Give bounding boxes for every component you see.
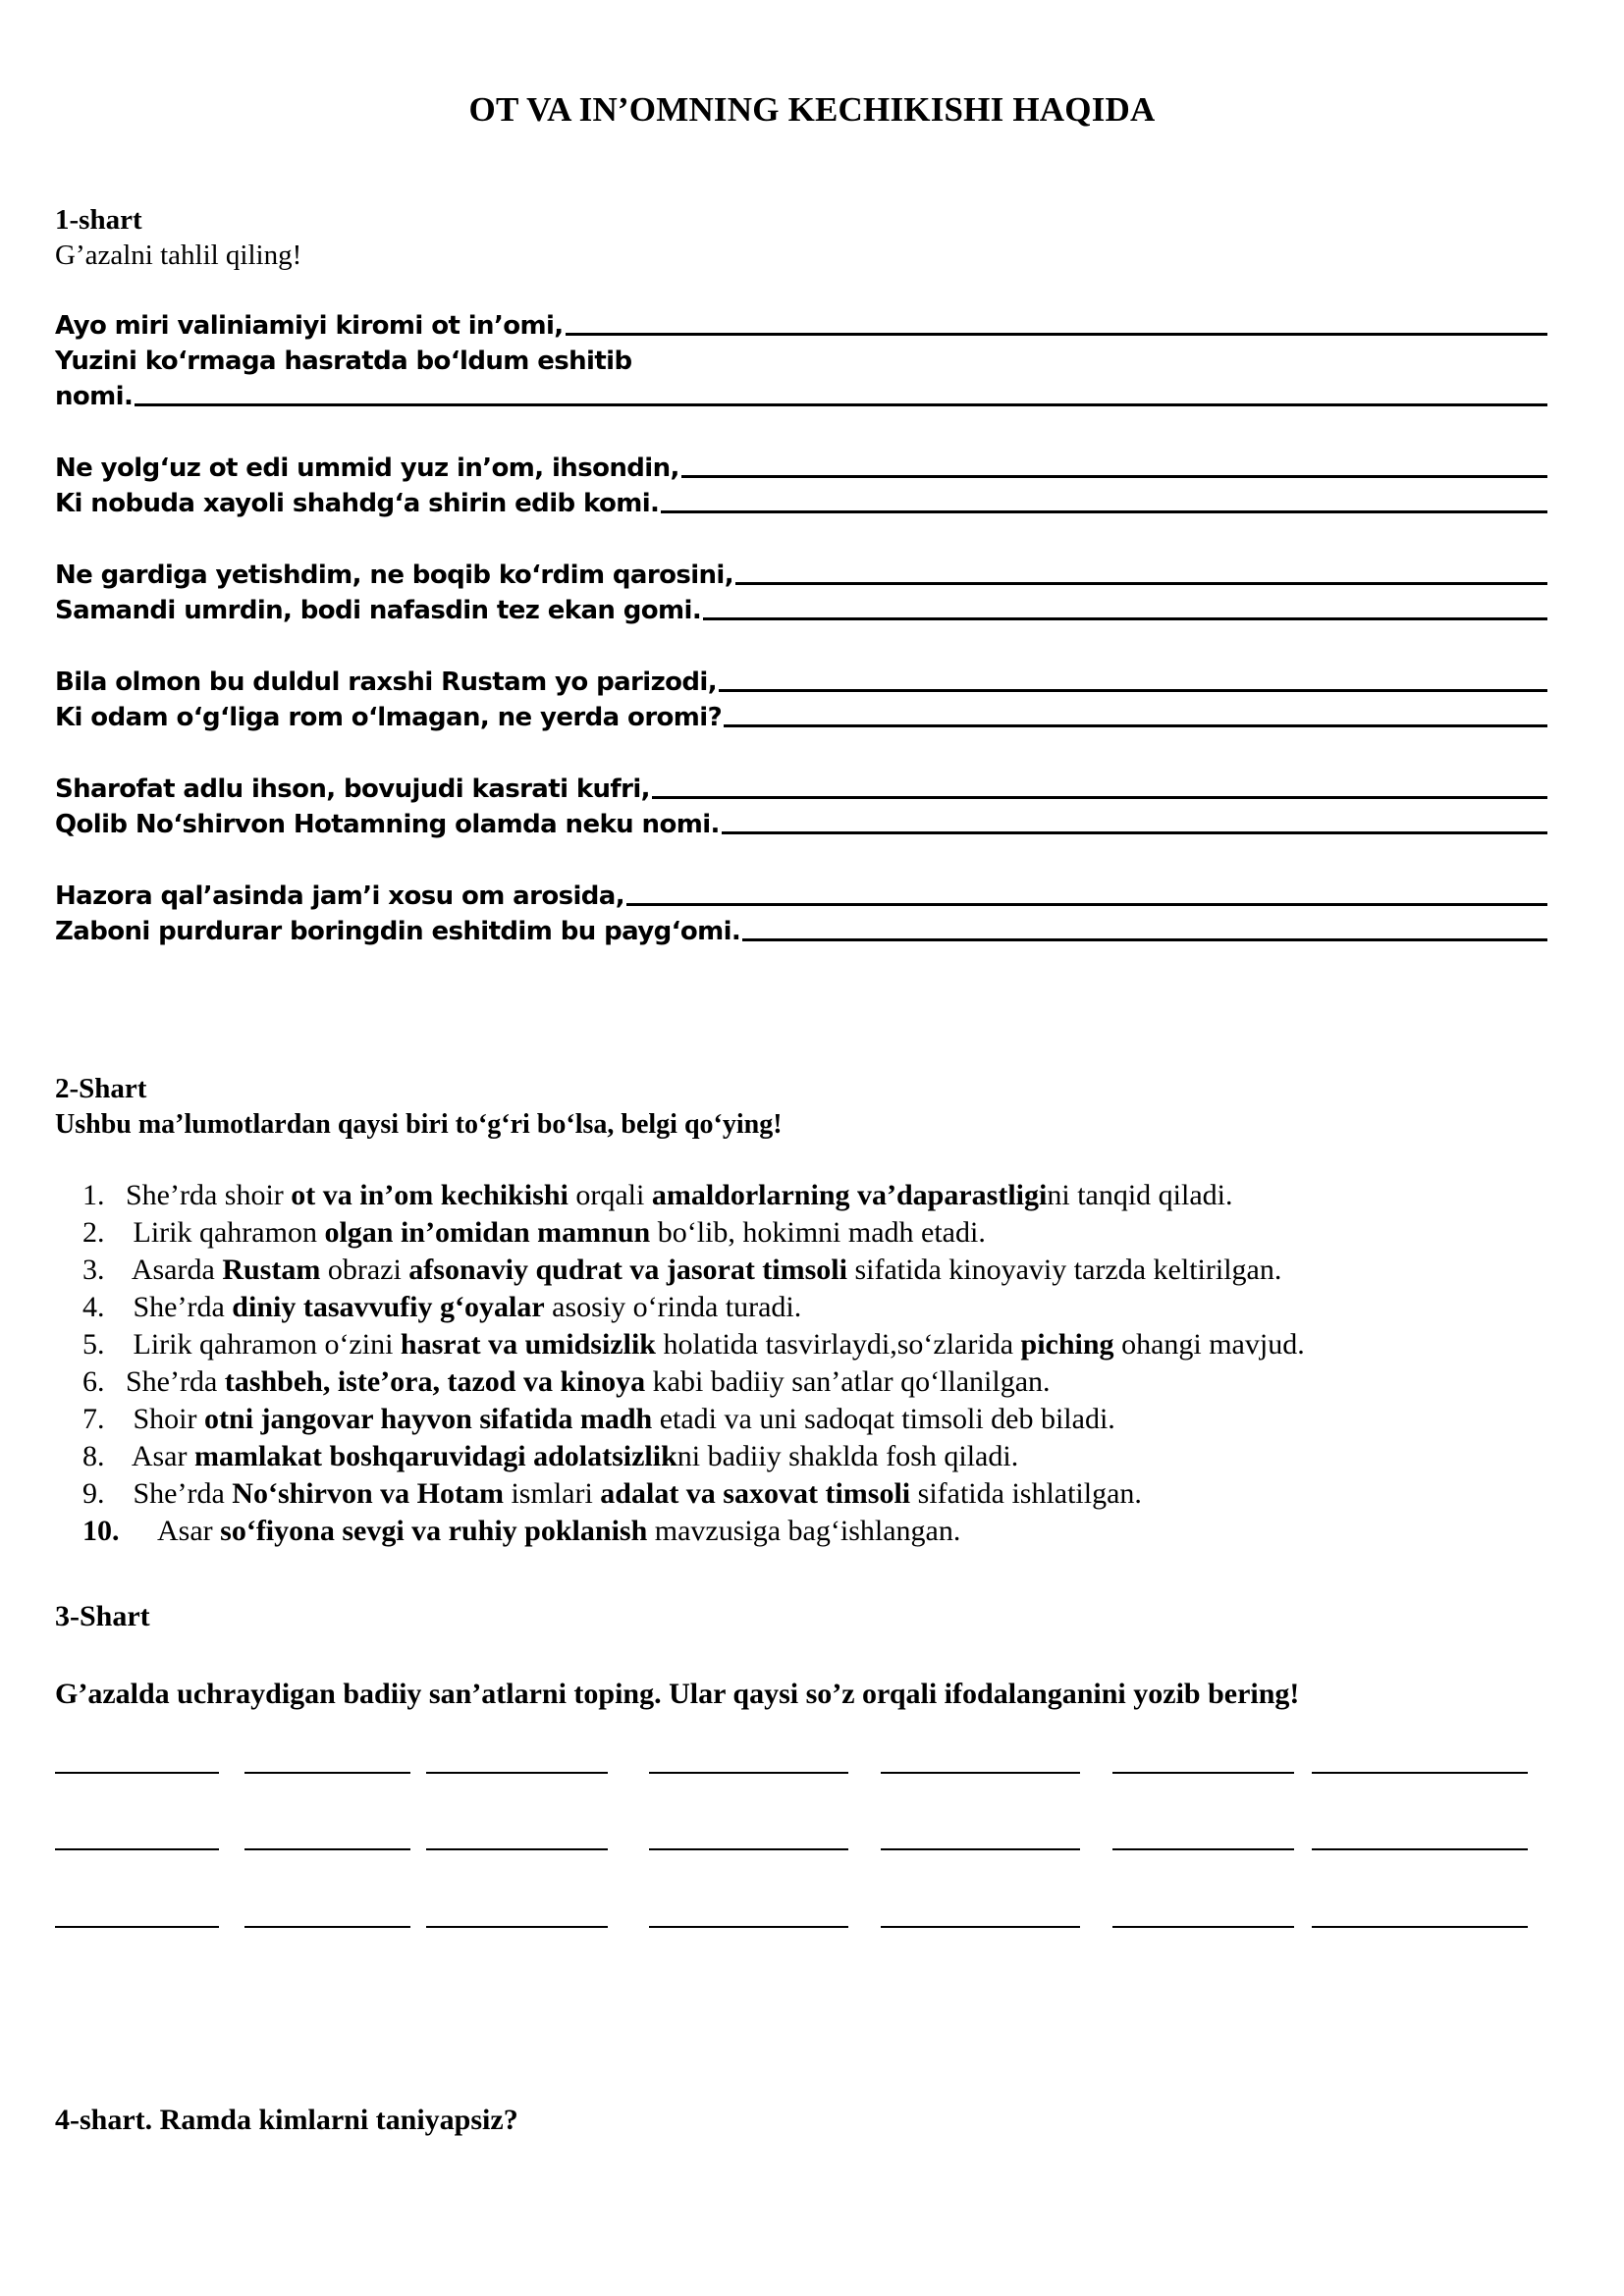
blank-answer-line[interactable] [244,1772,410,1774]
statement-item[interactable] [82,1289,1305,1326]
answer-line[interactable] [703,617,1547,620]
blank-answer-line[interactable] [244,1926,410,1928]
couplet [55,305,1547,411]
section-4-heading: 4-shart. Ramda kimlarni taniyapsiz? [55,2104,518,2136]
statement-text: bo‘lib, hokimni madh etadi. [650,1216,986,1249]
statement-emphasis: hasrat va umidsizlik [400,1328,656,1361]
statement-text: ismlari [503,1477,601,1510]
poem-line-text: Zaboni purdurar boringdin eshitdim bu payg‘omi. [55,917,741,946]
couplet [55,448,1547,518]
blank-answer-line[interactable] [426,1772,608,1774]
couplet [55,662,1547,732]
poem-line [55,911,1547,946]
statement-number: 7. [82,1403,105,1435]
answer-line[interactable] [681,475,1547,478]
blank-answer-line[interactable] [881,1926,1080,1928]
poem-line [55,662,1547,697]
blank-answer-line[interactable] [881,1848,1080,1850]
blank-answer-line[interactable] [1312,1848,1528,1850]
poem-line [55,448,1547,483]
section-3-instruction: G’azalda uchraydigan badiiy san’atlarni toping. Ular qaysi so’z orqali ifodalanganini yozib bering! [55,1678,1300,1710]
statement-emphasis: afsonaviy qudrat va jasorat timsoli [408,1254,847,1286]
blank-answer-line[interactable] [649,1772,848,1774]
statement-text: sifatida ishlatilgan. [910,1477,1142,1510]
statement-number: 10. [82,1515,120,1547]
poem-line-text: nomi. [55,382,134,411]
blank-answer-line[interactable] [1312,1772,1528,1774]
statement-text: kabi badiiy san’atlar qo‘llanilgan. [645,1365,1051,1398]
section-3-heading: 3-Shart [55,1600,150,1632]
poem-line [55,804,1547,839]
statement-item[interactable] [82,1438,1305,1475]
statement-emphasis: tashbeh, iste’ora, tazod va kinoya [224,1365,646,1398]
statement-number: 5. [82,1328,105,1361]
statement-text: ni badiiy shaklda fosh qiladi. [677,1440,1019,1472]
answer-line[interactable] [742,938,1547,941]
blank-row [55,1848,1528,1868]
couplet [55,555,1547,625]
statement-emphasis: diniy tasavvufiy g‘oyalar [232,1291,545,1323]
statement-emphasis: mamlakat boshqaruvidagi adolatsizlik [194,1440,677,1472]
blank-answer-line[interactable] [649,1848,848,1850]
statement-text: She’rda [126,1477,233,1510]
poem-line [55,483,1547,518]
couplet [55,876,1547,946]
page-title: OT VA IN’OMNING KECHIKISHI HAQIDA [468,90,1156,129]
statement-text: asosiy o‘rinda turadi. [544,1291,802,1323]
statement-emphasis: ot va in’om kechikishi [291,1179,568,1211]
blank-answer-line[interactable] [649,1926,848,1928]
poem-line-text: Sharofat adlu ihson, bovujudi kasrati kufri, [55,774,650,804]
statement-item[interactable] [82,1214,1305,1252]
poem-line-text: Ne gardiga yetishdim, ne boqib ko‘rdim qarosini, [55,561,734,590]
blank-answer-line[interactable] [1112,1926,1294,1928]
statement-item[interactable] [82,1326,1305,1363]
blank-answer-line[interactable] [1312,1926,1528,1928]
statement-text: ni tanqid qiladi. [1047,1179,1233,1211]
answer-line[interactable] [566,333,1547,336]
poem-line-text: Ki nobuda xayoli shahdg‘a shirin edib komi. [55,489,660,518]
poem-line [55,697,1547,732]
poem-line [55,555,1547,590]
statement-emphasis: No‘shirvon va Hotam [232,1477,504,1510]
answer-line[interactable] [626,903,1547,906]
statement-text: She’rda [126,1291,233,1323]
poem-line-text: Ne yolg‘uz ot edi ummid yuz in’om, ihsondin, [55,454,679,483]
statement-number: 1. [82,1179,105,1211]
blank-answer-line[interactable] [55,1772,219,1774]
statement-number: 3. [82,1254,105,1286]
statement-item[interactable] [82,1401,1305,1438]
poem-line [55,876,1547,911]
section-1-heading: 1-shart [55,204,142,236]
statement-emphasis: amaldorlarning va’daparastligi [651,1179,1048,1211]
poem-line [55,305,1547,341]
answer-line[interactable] [722,831,1547,834]
poem-line-text: Qolib No‘shirvon Hotamning olamda neku nomi. [55,810,720,839]
poem-line [55,376,1547,411]
statement-emphasis: piching [1020,1328,1114,1361]
blank-row [55,1772,1528,1791]
statement-text: etadi va uni sadoqat timsoli deb biladi. [652,1403,1115,1435]
statement-text: obrazi [320,1254,409,1286]
statement-text: Asarda [126,1254,223,1286]
statement-number: 6. [82,1365,105,1398]
section-2-heading: 2-Shart [55,1073,147,1104]
blank-answer-line[interactable] [426,1926,608,1928]
statement-emphasis: adalat va saxovat timsoli [600,1477,911,1510]
blank-answer-line[interactable] [55,1926,219,1928]
statement-number: 2. [82,1216,105,1249]
answer-line[interactable] [735,582,1547,585]
statement-item[interactable] [82,1475,1305,1513]
section-2-instruction: Ushbu ma’lumotlardan qaysi biri to‘g‘ri bo‘lsa, belgi qo‘ying! [55,1109,783,1140]
blank-answer-line[interactable] [881,1772,1080,1774]
statement-emphasis: otni jangovar hayvon sifatida madh [204,1403,653,1435]
poem-line-text: Ki odam o‘g‘liga rom o‘lmagan, ne yerda oromi? [55,703,723,732]
answer-line[interactable] [652,796,1547,799]
statement-list [82,1177,1305,1550]
ghazal-poem [55,305,1547,983]
statement-text: She’rda [126,1365,225,1398]
blank-answer-line[interactable] [1112,1848,1294,1850]
answer-line[interactable] [719,689,1547,692]
statement-text: orqali [568,1179,652,1211]
poem-line-text: Yuzini ko‘rmaga hasratda bo‘ldum eshitib [55,347,632,376]
statement-text: Asar [157,1515,221,1547]
statement-text: holatida tasvirlaydi,so‘zlarida [655,1328,1021,1361]
blank-answer-line[interactable] [244,1848,410,1850]
statement-text: Shoir [126,1403,205,1435]
statement-text: Lirik qahramon o‘zini [126,1328,401,1361]
poem-line-text: Samandi umrdin, bodi nafasdin tez ekan gomi. [55,596,702,625]
statement-emphasis: olgan in’omidan mamnun [324,1216,651,1249]
blank-answer-line[interactable] [55,1848,219,1850]
answer-line[interactable] [135,403,1547,406]
statement-text: Asar [126,1440,194,1472]
statement-item[interactable] [82,1513,1305,1550]
statement-number: 4. [82,1291,105,1323]
statement-number: 9. [82,1477,105,1510]
couplet [55,769,1547,839]
statement-item[interactable] [82,1363,1305,1401]
statement-emphasis: Rustam [222,1254,321,1286]
statement-text: Lirik qahramon [126,1216,325,1249]
statement-emphasis: so‘fiyona sevgi va ruhiy poklanish [220,1515,648,1547]
poem-line [55,341,1547,376]
poem-line [55,769,1547,804]
statement-text: ohangi mavjud. [1113,1328,1305,1361]
poem-line-text: Bila olmon bu duldul raxshi Rustam yo parizodi, [55,667,717,697]
section-1-instruction: G’azalni tahlil qiling! [55,240,302,271]
poem-line-text: Hazora qal’asinda jam’i xosu om arosida, [55,881,625,911]
statement-text: mavzusiga bag‘ishlangan. [647,1515,961,1547]
blank-answer-line[interactable] [1112,1772,1294,1774]
poem-line [55,590,1547,625]
blank-row [55,1926,1528,1946]
statement-text: sifatida kinoyaviy tarzda keltirilgan. [846,1254,1282,1286]
statement-item[interactable] [82,1252,1305,1289]
poem-line-text: Ayo miri valiniamiyi kiromi ot in’omi, [55,311,564,341]
answer-line[interactable] [724,724,1547,727]
blank-answer-line[interactable] [426,1848,608,1850]
answer-line[interactable] [661,510,1547,513]
statement-item[interactable] [82,1177,1305,1214]
statement-text: She’rda shoir [126,1179,292,1211]
statement-number: 8. [82,1440,105,1472]
